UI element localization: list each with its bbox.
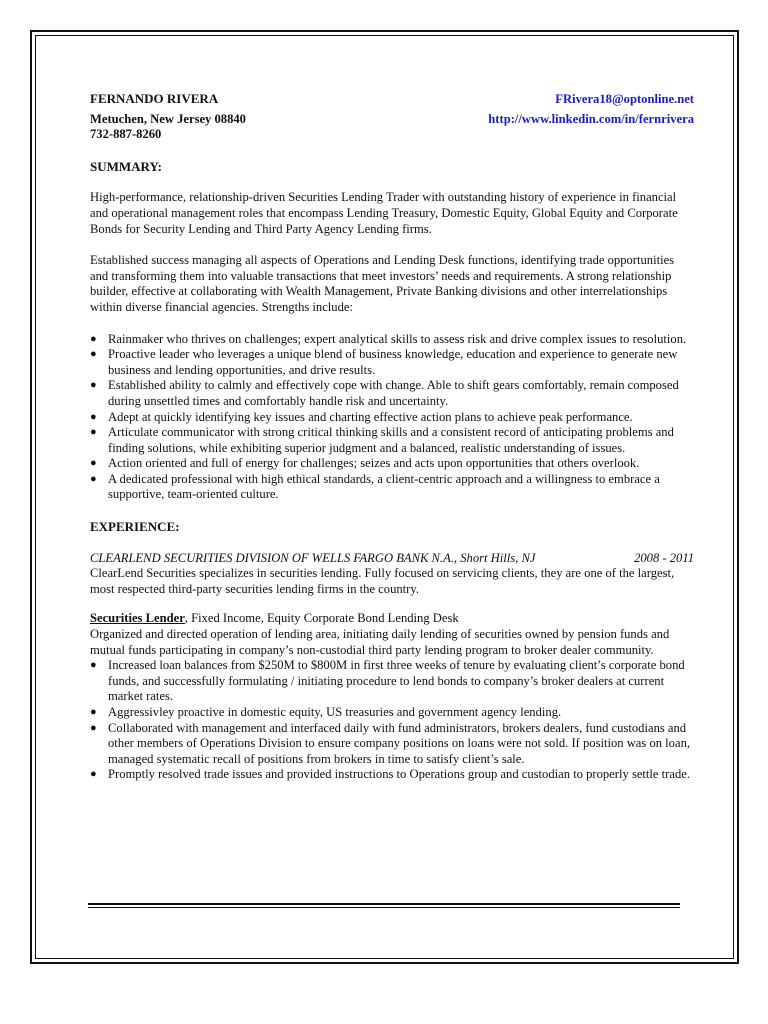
list-item: ● A dedicated professional with high ethical standards, a client-centric approach and a willingness to embrace a supportive, team-oriented culture.	[90, 471, 660, 502]
list-item: ● Rainmaker who thrives on challenges; expert analytical skills to assess risk and drive complex issues to resolution.	[90, 331, 687, 346]
list-item: ● Adept at quickly identifying key issues and charting effective action plans to achieve peak performance.	[90, 409, 633, 424]
location: Metuchen, New Jersey 08840	[90, 111, 246, 126]
phone: 732-887-8260	[90, 127, 162, 142]
list-item: ● Articulate communicator with strong critical thinking skills and a consistent record of anticipating problems and finding solutions, while exhibiting superior judgment and a balanced, realistic understanding of issues.	[90, 425, 674, 455]
header-row-1	[90, 91, 694, 108]
bullet-icon: ●	[90, 410, 97, 423]
bullet-icon: ●	[90, 706, 97, 718]
bullet-icon: ●	[90, 379, 97, 392]
bullet-icon: ●	[90, 457, 97, 470]
bullet-icon: ●	[90, 472, 97, 485]
footer-rule-thick	[88, 903, 680, 905]
role-title: Securities Lender	[90, 611, 185, 626]
employment-dates: 2008 - 2011	[634, 550, 694, 565]
bullet-icon: ●	[90, 348, 97, 361]
header-row-2	[90, 112, 694, 128]
resume-page	[90, 91, 694, 783]
role-description: Organized and directed operation of lending area, initiating daily lending of securities owned by pension funds and mutual funds participating in company’s non-custodial third party lending program to broker dealer community.	[90, 627, 670, 657]
list-item: ● Aggressivley proactive in domestic equity, US treasuries and government agency lending.	[90, 705, 562, 719]
list-item: ● Increased loan balances from $250M to $800M in first three weeks of tenure by evaluating client’s corporate bond funds, and successfully formulating / initiating procedure to lend bonds to company’s broker dealers at current market rates.	[90, 658, 685, 704]
list-item: ● Established ability to calmly and effectively cope with change. Able to shift gears comfortably, remain composed during unsettled times and comfortably handle risk and uncertainty.	[90, 378, 679, 408]
employer-name: CLEARLEND SECURITIES DIVISION OF WELLS FARGO BANK N.A., Short Hills, NJ	[90, 550, 536, 565]
experience-heading: EXPERIENCE:	[90, 519, 180, 535]
summary-paragraph-1: High-performance, relationship-driven Securities Lending Trader with outstanding history of experience in financial and operational management roles that encompass Lending Treasury, Domestic Equity, Global Equity and Corporate Bonds for Security Lending and Third Party Agency Lending firms.	[90, 190, 678, 236]
footer-rule-thin	[88, 907, 680, 908]
summary-paragraph-2: Established success managing all aspects of Operations and Lending Desk functions, identifying trade opportunities and transforming them into valuable transactions that meet investors’ needs and requirements. A strong relationship builder, effective at collaborating with Wealth Management, Private Banking divisions and other interrelationships within diverse financial agencies. Strengths include:	[90, 253, 675, 314]
bullet-icon: ●	[90, 426, 97, 439]
bullet-icon: ●	[90, 721, 97, 734]
list-item: ● Promptly resolved trade issues and provided instructions to Operations group and custodian to properly settle trade.	[90, 767, 690, 782]
role-title-line	[90, 611, 694, 627]
list-item: ● Action oriented and full of energy for challenges; seizes and acts upon opportunities that others overlook.	[90, 456, 640, 471]
role-subtitle: , Fixed Income, Equity Corporate Bond Lending Desk	[184, 611, 459, 626]
candidate-name: FERNANDO RIVERA	[90, 91, 219, 106]
employer-description: ClearLend Securities specializes in securities lending. Fully focused on servicing clients, they are one of the largest, most respected third-party securities lending firms in the country.	[90, 566, 675, 596]
linkedin-link[interactable]: http://www.linkedin.com/in/fernrivera	[488, 111, 694, 126]
email-link[interactable]: FRivera18@optonline.net	[555, 92, 694, 106]
bullet-icon: ●	[90, 332, 97, 345]
list-item: ● Proactive leader who leverages a unique blend of business knowledge, education and experience to generate new business and lending opportunities, and drive results.	[90, 347, 678, 377]
employer-line	[90, 551, 694, 567]
summary-heading: SUMMARY:	[90, 158, 163, 174]
bullet-icon: ●	[90, 768, 97, 781]
bullet-icon: ●	[90, 659, 97, 672]
list-item: ● Collaborated with management and interfaced daily with fund administrators, brokers dealers, fund custodians and other members of Operations Division to ensure company positions on loans were not sold. If position was on loan, managed systematic recall of positions from brokers in time to satisfy client’s sale.	[90, 720, 691, 766]
achievements-list	[90, 658, 694, 783]
strengths-list	[90, 332, 694, 504]
